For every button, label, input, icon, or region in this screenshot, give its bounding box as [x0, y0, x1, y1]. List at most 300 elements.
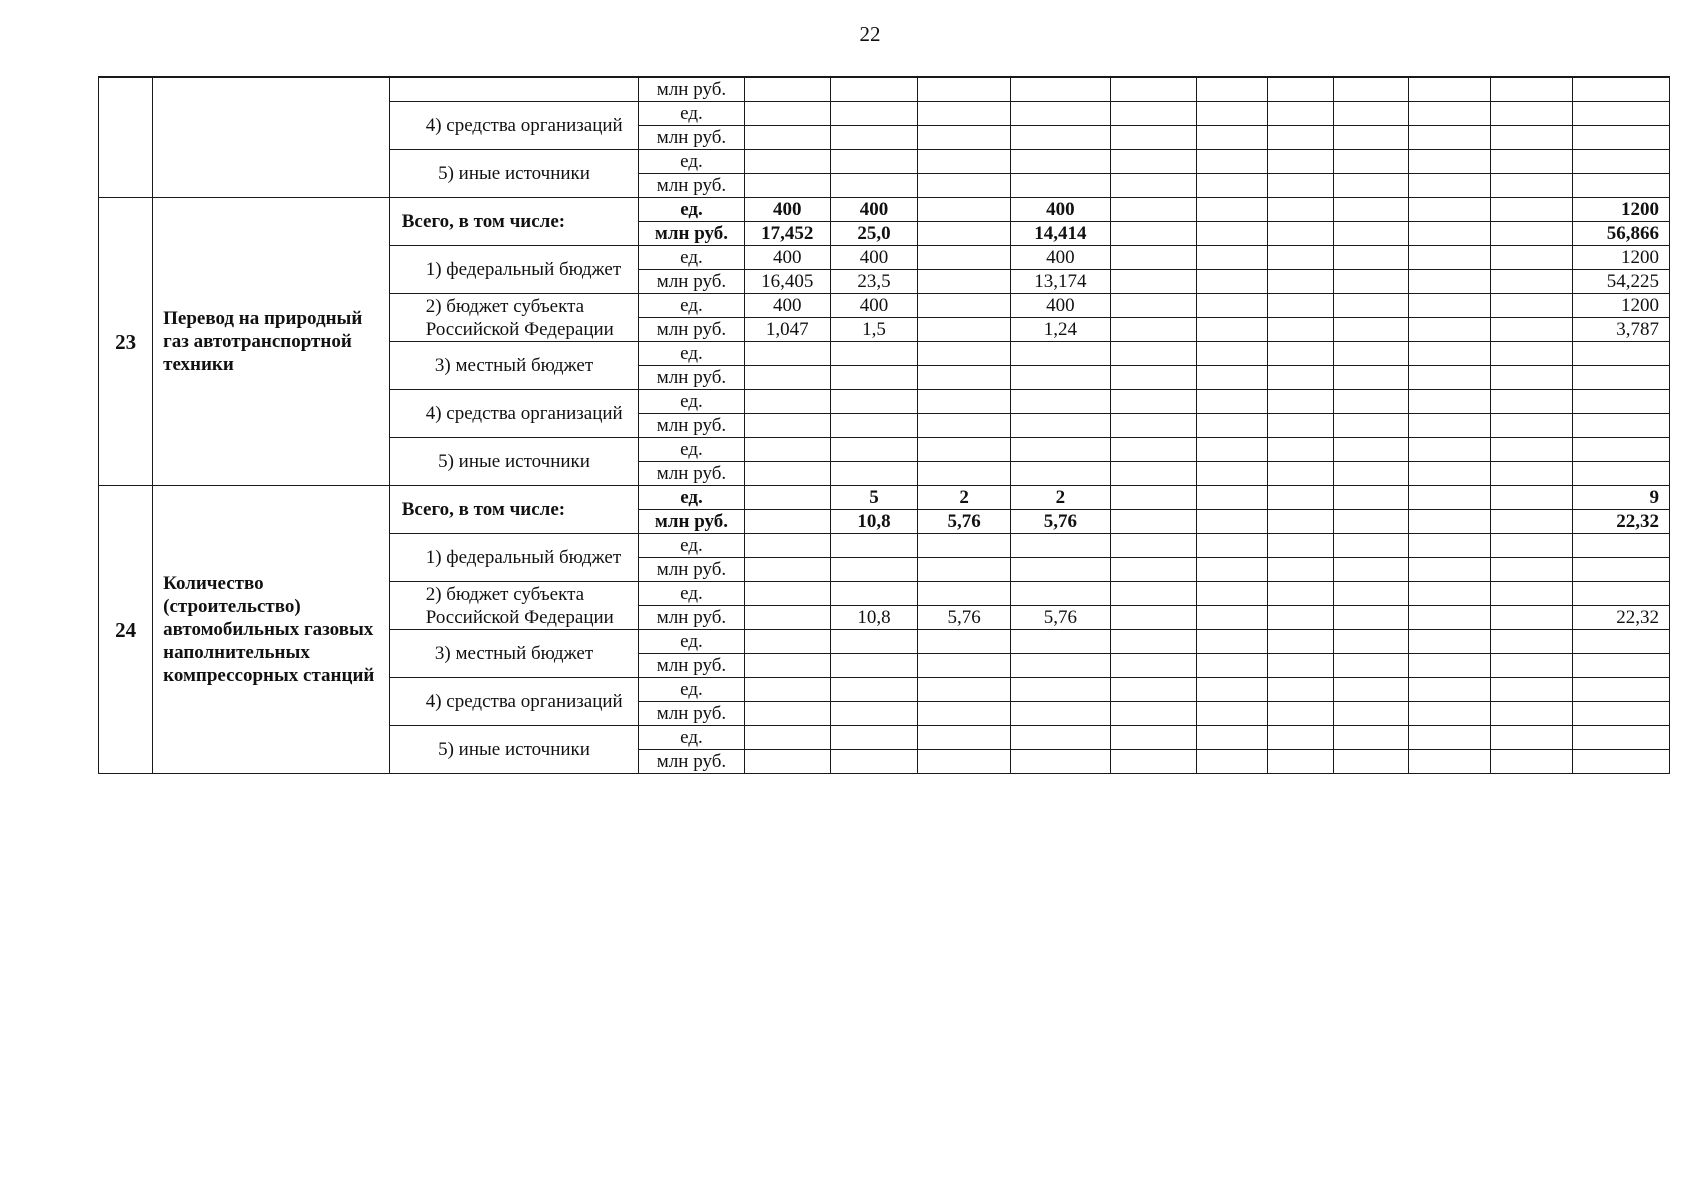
value-cell — [1110, 654, 1196, 678]
value-cell — [1334, 390, 1409, 414]
value-cell — [1011, 390, 1110, 414]
value-cell — [744, 77, 830, 102]
value-cell — [918, 366, 1011, 390]
value-cell — [1110, 126, 1196, 150]
value-cell — [1334, 198, 1409, 222]
value-cell — [1196, 198, 1267, 222]
value-cell — [1110, 438, 1196, 462]
value-cell — [1267, 486, 1333, 510]
value-cell — [918, 582, 1011, 606]
value-cell — [1409, 678, 1491, 702]
value-cell — [1572, 438, 1669, 462]
funding-source — [389, 726, 639, 774]
value-cell — [1491, 750, 1572, 774]
value-cell: 400 — [830, 294, 917, 318]
value-cell — [1011, 77, 1110, 102]
value-cell — [744, 102, 830, 126]
value-cell: 9 — [1572, 486, 1669, 510]
value-cell — [1011, 462, 1110, 486]
value-cell — [1110, 606, 1196, 630]
value-cell — [1409, 438, 1491, 462]
value-cell — [918, 702, 1011, 726]
value-cell — [1196, 150, 1267, 174]
unit-cell: млн руб. — [639, 222, 744, 246]
funding-source-label: 2) бюджет субъекта Российской Федерации — [425, 295, 614, 340]
value-cell — [1491, 366, 1572, 390]
unit-cell: ед. — [639, 726, 744, 750]
value-cell — [1334, 486, 1409, 510]
funding-source — [389, 198, 639, 246]
value-cell — [744, 462, 830, 486]
value-cell — [1334, 174, 1409, 198]
value-cell — [918, 77, 1011, 102]
funding-source-label: 2) бюджет субъекта Российской Федерации — [425, 583, 614, 628]
table-row — [99, 77, 1670, 102]
value-cell — [1572, 582, 1669, 606]
value-cell — [1110, 582, 1196, 606]
value-cell — [1196, 654, 1267, 678]
unit-cell: млн руб. — [639, 414, 744, 438]
value-cell — [1196, 270, 1267, 294]
value-cell: 3,787 — [1572, 318, 1669, 342]
unit-cell: ед. — [639, 486, 744, 510]
value-cell — [1196, 174, 1267, 198]
value-cell — [1011, 702, 1110, 726]
unit-cell: ед. — [639, 438, 744, 462]
value-cell — [1110, 77, 1196, 102]
value-cell — [918, 198, 1011, 222]
value-cell: 400 — [744, 198, 830, 222]
value-cell — [1491, 390, 1572, 414]
value-cell — [1011, 342, 1110, 366]
value-cell — [1267, 630, 1333, 654]
value-cell — [830, 726, 917, 750]
value-cell — [1409, 294, 1491, 318]
funding-source — [389, 246, 639, 294]
value-cell — [1110, 678, 1196, 702]
value-cell: 400 — [830, 246, 917, 270]
value-cell — [1011, 726, 1110, 750]
value-cell — [1196, 534, 1267, 558]
item-name — [153, 77, 390, 198]
value-cell — [1409, 654, 1491, 678]
value-cell — [1409, 366, 1491, 390]
funding-source-label: 3) местный бюджет — [434, 355, 594, 376]
value-cell — [1011, 558, 1110, 582]
value-cell — [1267, 150, 1333, 174]
unit-cell: ед. — [639, 246, 744, 270]
value-cell — [1196, 222, 1267, 246]
value-cell — [1267, 438, 1333, 462]
value-cell — [1196, 342, 1267, 366]
value-cell — [1267, 414, 1333, 438]
value-cell — [918, 174, 1011, 198]
value-cell — [1409, 582, 1491, 606]
value-cell — [830, 462, 917, 486]
value-cell — [1110, 246, 1196, 270]
value-cell: 10,8 — [830, 606, 917, 630]
value-cell: 56,866 — [1572, 222, 1669, 246]
value-cell — [1491, 198, 1572, 222]
value-cell — [1196, 318, 1267, 342]
value-cell — [1011, 654, 1110, 678]
value-cell: 1,5 — [830, 318, 917, 342]
item-number: 24 — [99, 486, 153, 774]
value-cell — [1267, 174, 1333, 198]
value-cell — [1267, 678, 1333, 702]
value-cell — [744, 342, 830, 366]
value-cell — [744, 750, 830, 774]
value-cell — [1572, 630, 1669, 654]
value-cell — [1110, 510, 1196, 534]
value-cell — [1409, 150, 1491, 174]
value-cell: 5,76 — [918, 510, 1011, 534]
value-cell — [744, 126, 830, 150]
value-cell — [1334, 222, 1409, 246]
item-name: Перевод на природный газ автотранспортной техники — [153, 198, 390, 486]
value-cell — [918, 126, 1011, 150]
value-cell: 1,047 — [744, 318, 830, 342]
value-cell — [1267, 294, 1333, 318]
value-cell — [1572, 126, 1669, 150]
unit-cell: млн руб. — [639, 654, 744, 678]
value-cell — [1409, 414, 1491, 438]
value-cell: 400 — [744, 294, 830, 318]
value-cell — [1267, 366, 1333, 390]
unit-cell: млн руб. — [639, 606, 744, 630]
funding-source — [389, 77, 639, 102]
value-cell — [744, 414, 830, 438]
value-cell — [1491, 126, 1572, 150]
value-cell — [1011, 582, 1110, 606]
item-number — [99, 77, 153, 198]
value-cell — [830, 750, 917, 774]
value-cell — [1572, 174, 1669, 198]
value-cell — [1334, 342, 1409, 366]
unit-cell: млн руб. — [639, 702, 744, 726]
value-cell — [1110, 270, 1196, 294]
unit-cell: млн руб. — [639, 366, 744, 390]
value-cell — [1110, 558, 1196, 582]
value-cell — [1409, 510, 1491, 534]
value-cell — [744, 726, 830, 750]
value-cell — [1572, 342, 1669, 366]
unit-cell: млн руб. — [639, 750, 744, 774]
value-cell — [1196, 246, 1267, 270]
value-cell — [1334, 630, 1409, 654]
value-cell — [830, 582, 917, 606]
value-cell — [830, 558, 917, 582]
value-cell — [918, 318, 1011, 342]
value-cell — [1491, 510, 1572, 534]
value-cell: 1200 — [1572, 246, 1669, 270]
value-cell — [1409, 342, 1491, 366]
value-cell — [1334, 438, 1409, 462]
value-cell — [1267, 390, 1333, 414]
value-cell — [1409, 702, 1491, 726]
value-cell — [1267, 270, 1333, 294]
value-cell — [1267, 102, 1333, 126]
page-number: 22 — [859, 22, 881, 46]
value-cell — [1572, 750, 1669, 774]
value-cell — [1491, 150, 1572, 174]
value-cell — [1491, 486, 1572, 510]
value-cell: 5 — [830, 486, 917, 510]
value-cell — [1491, 270, 1572, 294]
value-cell — [1196, 606, 1267, 630]
value-cell — [918, 726, 1011, 750]
value-cell — [918, 246, 1011, 270]
value-cell — [744, 606, 830, 630]
value-cell — [1334, 534, 1409, 558]
value-cell — [1334, 77, 1409, 102]
value-cell — [1572, 414, 1669, 438]
value-cell — [1267, 534, 1333, 558]
value-cell — [1572, 534, 1669, 558]
unit-cell: млн руб. — [639, 558, 744, 582]
funding-source — [389, 102, 639, 150]
value-cell — [1409, 318, 1491, 342]
value-cell — [1011, 102, 1110, 126]
value-cell — [1196, 558, 1267, 582]
value-cell — [918, 222, 1011, 246]
value-cell — [1334, 462, 1409, 486]
value-cell — [1491, 726, 1572, 750]
value-cell — [1011, 414, 1110, 438]
value-cell — [1491, 558, 1572, 582]
funding-source-label: 5) иные источники — [438, 451, 590, 472]
value-cell — [830, 77, 917, 102]
value-cell — [1334, 126, 1409, 150]
funding-source — [389, 630, 639, 678]
unit-cell: ед. — [639, 534, 744, 558]
value-cell — [744, 174, 830, 198]
funding-source — [389, 342, 639, 390]
value-cell — [830, 534, 917, 558]
unit-cell: ед. — [639, 342, 744, 366]
value-cell: 14,414 — [1011, 222, 1110, 246]
value-cell — [1334, 558, 1409, 582]
value-cell — [918, 750, 1011, 774]
value-cell — [830, 414, 917, 438]
value-cell — [1572, 726, 1669, 750]
value-cell — [1491, 77, 1572, 102]
value-cell: 2 — [918, 486, 1011, 510]
value-cell — [1334, 678, 1409, 702]
value-cell — [1267, 342, 1333, 366]
value-cell — [1409, 534, 1491, 558]
value-cell: 16,405 — [744, 270, 830, 294]
unit-cell: ед. — [639, 198, 744, 222]
value-cell — [1110, 534, 1196, 558]
value-cell — [1334, 294, 1409, 318]
value-cell — [830, 342, 917, 366]
value-cell — [1491, 702, 1572, 726]
value-cell — [744, 510, 830, 534]
value-cell — [1011, 366, 1110, 390]
unit-cell: ед. — [639, 390, 744, 414]
funding-source-label: 3) местный бюджет — [434, 643, 594, 664]
value-cell — [1572, 702, 1669, 726]
value-cell — [1110, 222, 1196, 246]
value-cell — [1334, 606, 1409, 630]
value-cell — [1491, 102, 1572, 126]
unit-cell: ед. — [639, 150, 744, 174]
value-cell — [830, 438, 917, 462]
value-cell — [1491, 294, 1572, 318]
value-cell — [1572, 102, 1669, 126]
value-cell — [1267, 462, 1333, 486]
value-cell — [1110, 390, 1196, 414]
value-cell — [918, 270, 1011, 294]
value-cell — [918, 414, 1011, 438]
value-cell: 23,5 — [830, 270, 917, 294]
value-cell — [1409, 462, 1491, 486]
value-cell — [1267, 558, 1333, 582]
value-cell — [918, 678, 1011, 702]
value-cell: 10,8 — [830, 510, 917, 534]
value-cell — [1196, 294, 1267, 318]
value-cell — [1196, 462, 1267, 486]
value-cell — [1110, 726, 1196, 750]
value-cell — [1196, 102, 1267, 126]
funding-source — [389, 486, 639, 534]
value-cell: 1200 — [1572, 198, 1669, 222]
value-cell — [830, 702, 917, 726]
value-cell — [918, 534, 1011, 558]
value-cell — [1409, 198, 1491, 222]
value-cell: 1,24 — [1011, 318, 1110, 342]
funding-source-label: Всего, в том числе: — [401, 499, 566, 520]
value-cell — [830, 654, 917, 678]
value-cell — [830, 150, 917, 174]
value-cell: 17,452 — [744, 222, 830, 246]
value-cell — [744, 390, 830, 414]
value-cell — [1196, 366, 1267, 390]
value-cell — [1110, 702, 1196, 726]
value-cell — [918, 462, 1011, 486]
value-cell: 5,76 — [918, 606, 1011, 630]
value-cell — [1196, 126, 1267, 150]
value-cell — [1196, 702, 1267, 726]
value-cell — [830, 678, 917, 702]
value-cell — [918, 390, 1011, 414]
value-cell — [1267, 510, 1333, 534]
value-cell — [1196, 438, 1267, 462]
value-cell — [1491, 342, 1572, 366]
value-cell — [744, 438, 830, 462]
value-cell — [1409, 174, 1491, 198]
value-cell — [1110, 630, 1196, 654]
value-cell — [1334, 654, 1409, 678]
value-cell — [1196, 77, 1267, 102]
funding-source-label: 5) иные источники — [438, 739, 590, 760]
value-cell — [1267, 318, 1333, 342]
value-cell — [1491, 318, 1572, 342]
value-cell — [1491, 606, 1572, 630]
value-cell — [1491, 414, 1572, 438]
value-cell — [918, 102, 1011, 126]
value-cell — [1409, 606, 1491, 630]
value-cell — [1334, 510, 1409, 534]
value-cell — [1491, 246, 1572, 270]
value-cell — [744, 558, 830, 582]
funding-source — [389, 678, 639, 726]
value-cell — [1572, 77, 1669, 102]
value-cell — [1491, 534, 1572, 558]
value-cell — [918, 654, 1011, 678]
funding-source — [389, 534, 639, 582]
value-cell — [1267, 246, 1333, 270]
value-cell — [1196, 750, 1267, 774]
value-cell — [744, 678, 830, 702]
value-cell — [1267, 654, 1333, 678]
value-cell — [744, 582, 830, 606]
value-cell: 400 — [744, 246, 830, 270]
unit-cell: млн руб. — [639, 77, 744, 102]
value-cell — [830, 102, 917, 126]
value-cell — [1572, 150, 1669, 174]
unit-cell: млн руб. — [639, 174, 744, 198]
table-row — [99, 486, 1670, 510]
value-cell: 400 — [1011, 294, 1110, 318]
value-cell — [1267, 750, 1333, 774]
unit-cell: ед. — [639, 630, 744, 654]
value-cell — [830, 630, 917, 654]
value-cell — [1409, 750, 1491, 774]
value-cell — [1267, 77, 1333, 102]
unit-cell: ед. — [639, 582, 744, 606]
value-cell — [830, 366, 917, 390]
value-cell — [1334, 582, 1409, 606]
value-cell — [744, 654, 830, 678]
funding-source-label: 4) средства организаций — [425, 691, 623, 712]
funding-source-label: 1) федеральный бюджет — [425, 259, 622, 280]
value-cell — [1110, 366, 1196, 390]
value-cell — [1334, 270, 1409, 294]
value-cell — [1110, 414, 1196, 438]
value-cell — [918, 294, 1011, 318]
value-cell — [1267, 222, 1333, 246]
value-cell — [1334, 726, 1409, 750]
value-cell — [744, 702, 830, 726]
value-cell — [1110, 750, 1196, 774]
value-cell: 25,0 — [830, 222, 917, 246]
value-cell — [1110, 198, 1196, 222]
value-cell — [1110, 342, 1196, 366]
value-cell — [918, 558, 1011, 582]
value-cell — [1491, 630, 1572, 654]
value-cell — [1572, 462, 1669, 486]
value-cell — [918, 150, 1011, 174]
value-cell — [1491, 174, 1572, 198]
value-cell — [1110, 486, 1196, 510]
value-cell — [1572, 390, 1669, 414]
value-cell — [1491, 222, 1572, 246]
value-cell — [830, 126, 917, 150]
value-cell — [918, 342, 1011, 366]
value-cell — [1196, 582, 1267, 606]
value-cell — [1334, 318, 1409, 342]
value-cell — [1011, 438, 1110, 462]
value-cell — [1572, 654, 1669, 678]
value-cell — [1409, 630, 1491, 654]
funding-source — [389, 294, 639, 342]
value-cell — [1491, 678, 1572, 702]
value-cell — [1334, 150, 1409, 174]
table-body — [99, 77, 1670, 774]
unit-cell: млн руб. — [639, 270, 744, 294]
